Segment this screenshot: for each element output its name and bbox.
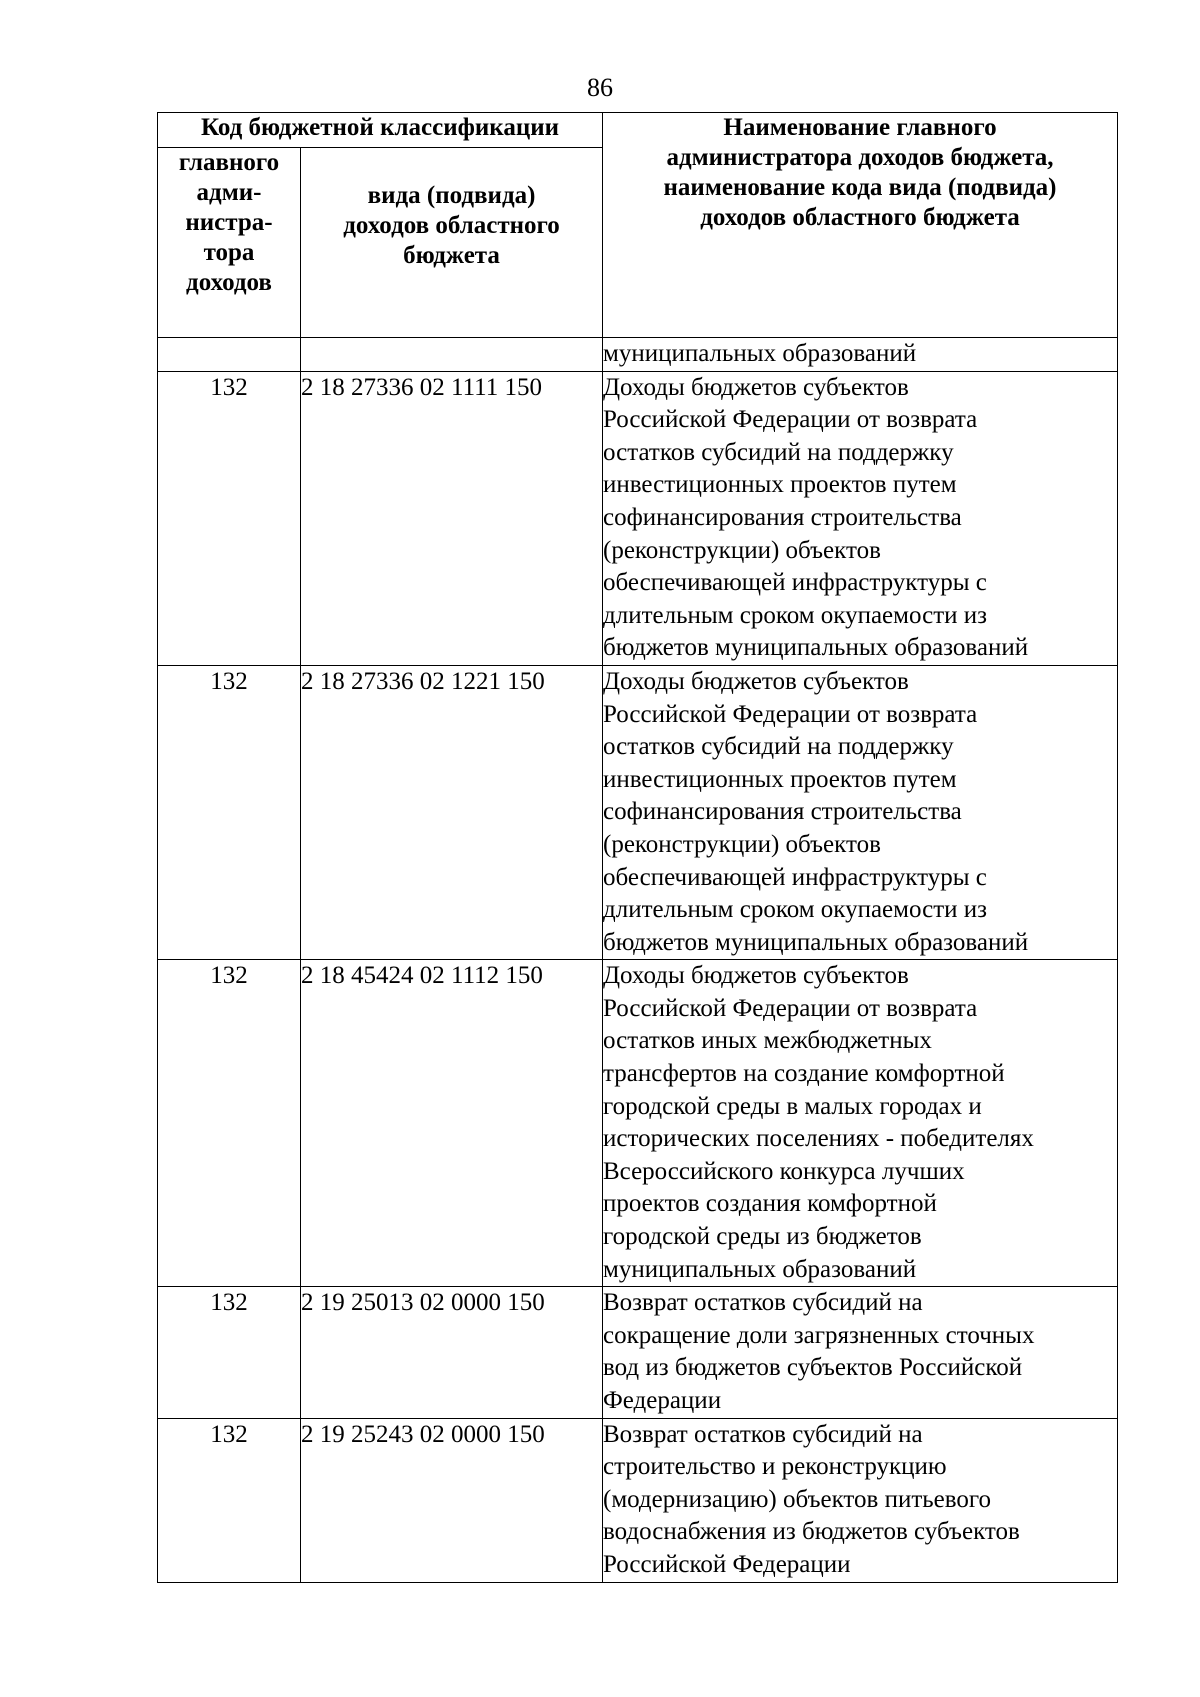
description-line: Доходы бюджетов субъектов: [603, 667, 909, 695]
code-header-line: вида (подвида): [367, 182, 536, 209]
table-row: [158, 338, 1118, 372]
description-cell: [603, 960, 1118, 1287]
admin-header-line: главного: [178, 149, 280, 176]
description-line: остатков субсидий на поддержку: [603, 438, 954, 466]
description-line: (модернизацию) объектов питьевого: [603, 1485, 992, 1513]
name-column-header: [603, 113, 1118, 338]
description-line: муниципальных образований: [603, 340, 917, 367]
budget-classification-table: [157, 112, 1118, 1583]
name-header-line: наименование кода вида (подвида): [663, 174, 1057, 201]
table-row: [158, 1287, 1118, 1418]
description-line: исторических поселениях - победителях: [603, 1125, 1034, 1153]
description-line: длительным сроком окупаемости из: [603, 896, 987, 924]
description-cell: [603, 371, 1118, 665]
description-line: городской среды из бюджетов: [603, 1223, 922, 1251]
admin-code-cell: 132: [158, 665, 301, 959]
description-line: Доходы бюджетов субъектов: [603, 962, 909, 990]
description-line: софинансирования строительства: [603, 503, 962, 531]
description-line: Российской Федерации от возврата: [603, 700, 978, 728]
description-line: Российской Федерации от возврата: [603, 406, 978, 434]
description-line: муниципальных образований: [603, 1255, 917, 1283]
description-line: инвестиционных проектов путем: [603, 471, 957, 499]
description-line: Российской Федерации от возврата: [603, 994, 978, 1022]
table-row: [158, 371, 1118, 665]
admin-header-line: доходов: [186, 269, 272, 296]
description-line: бюджетов муниципальных образований: [603, 634, 1029, 662]
table-row: [158, 960, 1118, 1287]
description-line: софинансирования строительства: [603, 798, 962, 826]
description-line: сокращение доли загрязненных сточных: [603, 1321, 1035, 1349]
description-line: строительство и реконструкцию: [603, 1453, 947, 1481]
table-row: [158, 1418, 1118, 1582]
admin-header-line: нистра-: [185, 209, 273, 236]
description-line: вод из бюджетов субъектов Российской: [603, 1354, 1023, 1382]
description-line: Доходы бюджетов субъектов: [603, 373, 909, 401]
description-line: водоснабжения из бюджетов субъектов: [603, 1518, 1020, 1546]
page-number: 86: [587, 73, 613, 102]
income-code-cell: 2 18 45424 02 1112 150: [301, 960, 603, 1287]
income-code-cell: 2 18 27336 02 1111 150: [301, 371, 603, 665]
description-line: Всероссийского конкурса лучших: [603, 1157, 965, 1185]
description-line: проектов создания комфортной: [603, 1190, 937, 1218]
admin-header-line: адми-: [196, 179, 262, 206]
description-line: Возврат остатков субсидий на: [603, 1420, 923, 1448]
description-cell: [603, 1418, 1118, 1582]
table-header: [158, 113, 1118, 338]
description-line: инвестиционных проектов путем: [603, 765, 957, 793]
code-header-line: бюджета: [403, 242, 500, 269]
admin-column-header: [158, 148, 301, 338]
description-line: (реконструкции) объектов: [603, 830, 881, 858]
code-header-line: доходов областного: [343, 212, 560, 239]
admin-header-line: тора: [203, 239, 255, 266]
description-line: обеспечивающей инфраструктуры с: [603, 863, 987, 891]
description-line: остатков субсидий на поддержку: [603, 733, 954, 761]
description-line: обеспечивающей инфраструктуры с: [603, 569, 987, 597]
table-row: [158, 665, 1118, 959]
admin-code-cell: [158, 338, 301, 372]
name-header-line: доходов областного бюджета: [700, 204, 1020, 231]
code-column-header: [301, 148, 603, 338]
name-header-line: Наименование главного: [723, 114, 997, 141]
description-cell: [603, 1287, 1118, 1418]
admin-code-cell: 132: [158, 960, 301, 1287]
budget-code-group-header: Код бюджетной классификации: [158, 113, 603, 148]
description-line: Федерации: [603, 1387, 722, 1414]
description-line: трансфертов на создание комфортной: [603, 1060, 1005, 1088]
income-code-cell: 2 18 27336 02 1221 150: [301, 665, 603, 959]
description-line: Российской Федерации: [603, 1550, 851, 1578]
name-header-line: администратора доходов бюджета,: [666, 144, 1054, 171]
income-code-cell: 2 19 25243 02 0000 150: [301, 1418, 603, 1582]
admin-code-cell: 132: [158, 1287, 301, 1418]
table-body: [158, 338, 1118, 1583]
description-line: бюджетов муниципальных образований: [603, 928, 1029, 956]
description-cell: [603, 338, 1118, 372]
admin-code-cell: 132: [158, 1418, 301, 1582]
description-line: Возврат остатков субсидий на: [603, 1289, 923, 1317]
income-code-cell: 2 19 25013 02 0000 150: [301, 1287, 603, 1418]
description-line: длительным сроком окупаемости из: [603, 601, 987, 629]
admin-code-cell: 132: [158, 371, 301, 665]
description-line: городской среды в малых городах и: [603, 1092, 982, 1120]
description-cell: [603, 665, 1118, 959]
income-code-cell: [301, 338, 603, 372]
description-line: (реконструкции) объектов: [603, 536, 881, 564]
description-line: остатков иных межбюджетных: [603, 1027, 932, 1055]
